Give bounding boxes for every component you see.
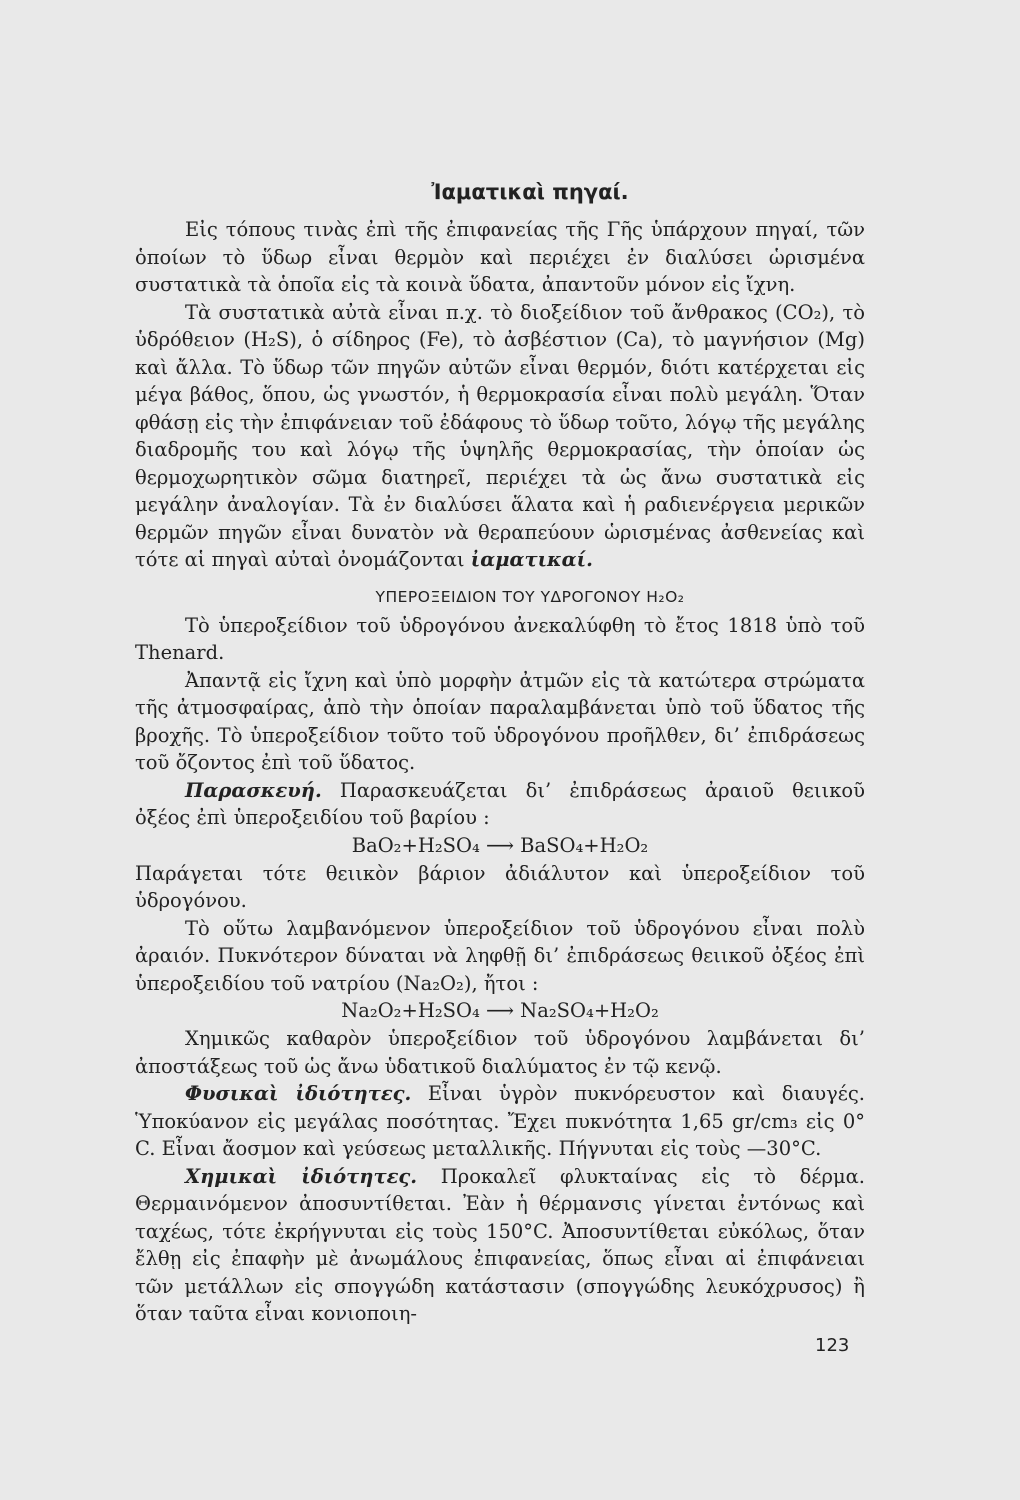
chemical-label: Χημικαὶ ἰδιότητες.	[185, 1164, 418, 1188]
subheading-hydrogen-peroxide: ΥΠΕΡΟΞΕΙΔΙΟΝ ΤΟΥ ΥΔΡΟΓΟΝΟΥ H₂O₂	[375, 587, 685, 606]
physical-text: Εἶναι ὑγρὸν πυκνόρευστον καὶ διαυγές. Ὑποκύανον εἰς μεγάλας ποσότητας. Ἔχει πυκνότητα 1,65 gr/cm₃ εἰς 0° C. Εἶναι ἄοσμον καὶ γεύσεως μεταλλικῆς. Πήγνυται εἰς τοὺς —30°C.	[135, 1082, 866, 1160]
paragraph-occurrence: Ἀπαντᾷ εἰς ἴχνη καὶ ὑπὸ μορφὴν ἀτμῶν εἰς τὰ κατώτερα στρώματα τῆς ἀτμοσφαίρας, ἀπὸ τὴν ὁποίαν παραλαμβάνεται ὑπὸ τοῦ ὕδατος τῆς βροχῆς. Τὸ ὑπεροξείδιον τοῦτο τοῦ ὑδρογόνου προῆλθεν, δι’ ἐπιδράσεως τοῦ ὄζοντος ἐπὶ τοῦ ὕδατος.	[135, 668, 865, 774]
formula-barium: BaO₂+H₂SO₄ ⟶ BaSO₄+H₂O₂	[351, 833, 649, 857]
section-title: Ἰαματικαὶ πηγαί.	[431, 180, 629, 204]
preparation-text: Παρασκευάζεται δι’ ἐπιδράσεως ἀραιοῦ θειικοῦ ὀξέος ἐπὶ ὑπεροξειδίου τοῦ βαρίου :	[135, 778, 865, 829]
term-iamatikai: ἰαματικαί.	[470, 548, 593, 571]
paragraph-preparation	[135, 777, 865, 832]
paragraph-product: Παράγεται τότε θειικὸν βάριον ἀδιάλυτον καὶ ὑπεροξείδιον τοῦ ὑδρογόνου.	[135, 861, 865, 912]
paragraph-physical	[135, 1080, 865, 1163]
preparation-label: Παρασκευή.	[185, 778, 322, 802]
paragraph-components	[135, 299, 865, 574]
chemical-text: Προκαλεῖ φλυκταίνας εἰς τὸ δέρμα. Θερμαινόμενον ἀποσυντίθεται. Ἐὰν ἡ θέρμανσις γίνεται ἐντόνως καὶ ταχέως, τότε ἐκρήγνυται εἰς τοὺς 150°C. Ἀποσυντίθεται εὐκόλως, ὅταν ἔλθῃ εἰς ἐπαφὴν μὲ ἀνωμάλους ἐπιφανείας, ὅπως εἶναι αἱ ἐπιφάνειαι τῶν μετάλλων εἰς σπογγώδη κατάστασιν (σπογγώδης λευκόχρυσος) ἢ ὅταν ταῦτα εἶναι κονιοποιη-	[135, 1164, 866, 1325]
paragraph-intro: Εἰς τόπους τινὰς ἐπὶ τῆς ἐπιφανείας τῆς Γῆς ὑπάρχουν πηγαί, τῶν ὁποίων τὸ ὕδωρ εἶναι θερμὸν καὶ περιέχει ἐν διαλύσει ὡρισμένα συστατικὰ τὰ ὁποῖα εἰς τὰ κοινὰ ὕδατα, ἀπαντοῦν μόνον εἰς ἴχνη.	[135, 218, 865, 296]
page-content	[135, 180, 865, 1328]
paragraph-concentrated: Τὸ οὕτω λαμβανόμενον ὑπεροξείδιον τοῦ ὑδρογόνου εἶναι πολὺ ἀραιόν. Πυκνότερον δύναται νὰ ληφθῇ δι’ ἐπιδράσεως θειικοῦ ὀξέος ἐπὶ ὑπεροξειδίου τοῦ νατρίου (Na₂O₂), ἤτοι :	[135, 916, 865, 995]
paragraph-discovery: Τὸ ὑπεροξείδιον τοῦ ὑδρογόνου ἀνεκαλύφθη τὸ ἔτος 1818 ὑπὸ τοῦ Thenard.	[135, 613, 865, 664]
page-number: 123	[815, 1335, 850, 1356]
physical-label: Φυσικαὶ ἰδιότητες.	[185, 1082, 412, 1105]
paragraph-chemical	[135, 1163, 865, 1328]
formula-sodium: Na₂O₂+H₂SO₄ ⟶ Na₂SO₄+H₂O₂	[341, 999, 659, 1022]
paragraph-components-text: Τὰ συστατικὰ αὐτὰ εἶναι π.χ. τὸ διοξείδιον τοῦ ἄνθρακος (CO₂), τὸ ὑδρόθειον (H₂S), ὁ σίδηρος (Fe), τὸ ἀσβέστιον (Ca), τὸ μαγνήσιον (Mg) καὶ ἄλλα. Τὸ ὕδωρ τῶν πηγῶν αὐτῶν εἶναι θερμόν, διότι κατέρχεται εἰς μέγα βάθος, ὅπου, ὡς γνωστόν, ἡ θερμοκρασία εἶναι πολὺ μεγάλη. Ὅταν φθάσῃ εἰς τὴν ἐπιφάνειαν τοῦ ἐδάφους τὸ ὕδωρ τοῦτο, λόγῳ τῆς μεγάλης διαδρομῆς του καὶ λόγῳ τῆς ὑψηλῆς θερμοκρασίας, τὴν ὁποίαν ὡς θερμοχωρητικὸν σῶμα διατηρεῖ, περιέχει τὰ ὡς ἄνω συστατικὰ εἰς μεγάλην ἀναλογίαν. Τὰ ἐν διαλύσει ἅλατα καὶ ἡ ραδιενέργεια μερικῶν θερμῶν πηγῶν εἶναι δυνατὸν νὰ θεραπεύουν ὡρισμένας ἀσθενείας καὶ τότε αἱ πηγαὶ αὐταὶ ὀνομάζονται	[135, 300, 865, 571]
paragraph-pure: Χημικῶς καθαρὸν ὑπεροξείδιον τοῦ ὑδρογόνου λαμβάνεται δι’ ἀποστάξεως τοῦ ὡς ἄνω ὑδατικοῦ διαλύματος ἐν τῷ κενῷ.	[135, 1027, 865, 1078]
